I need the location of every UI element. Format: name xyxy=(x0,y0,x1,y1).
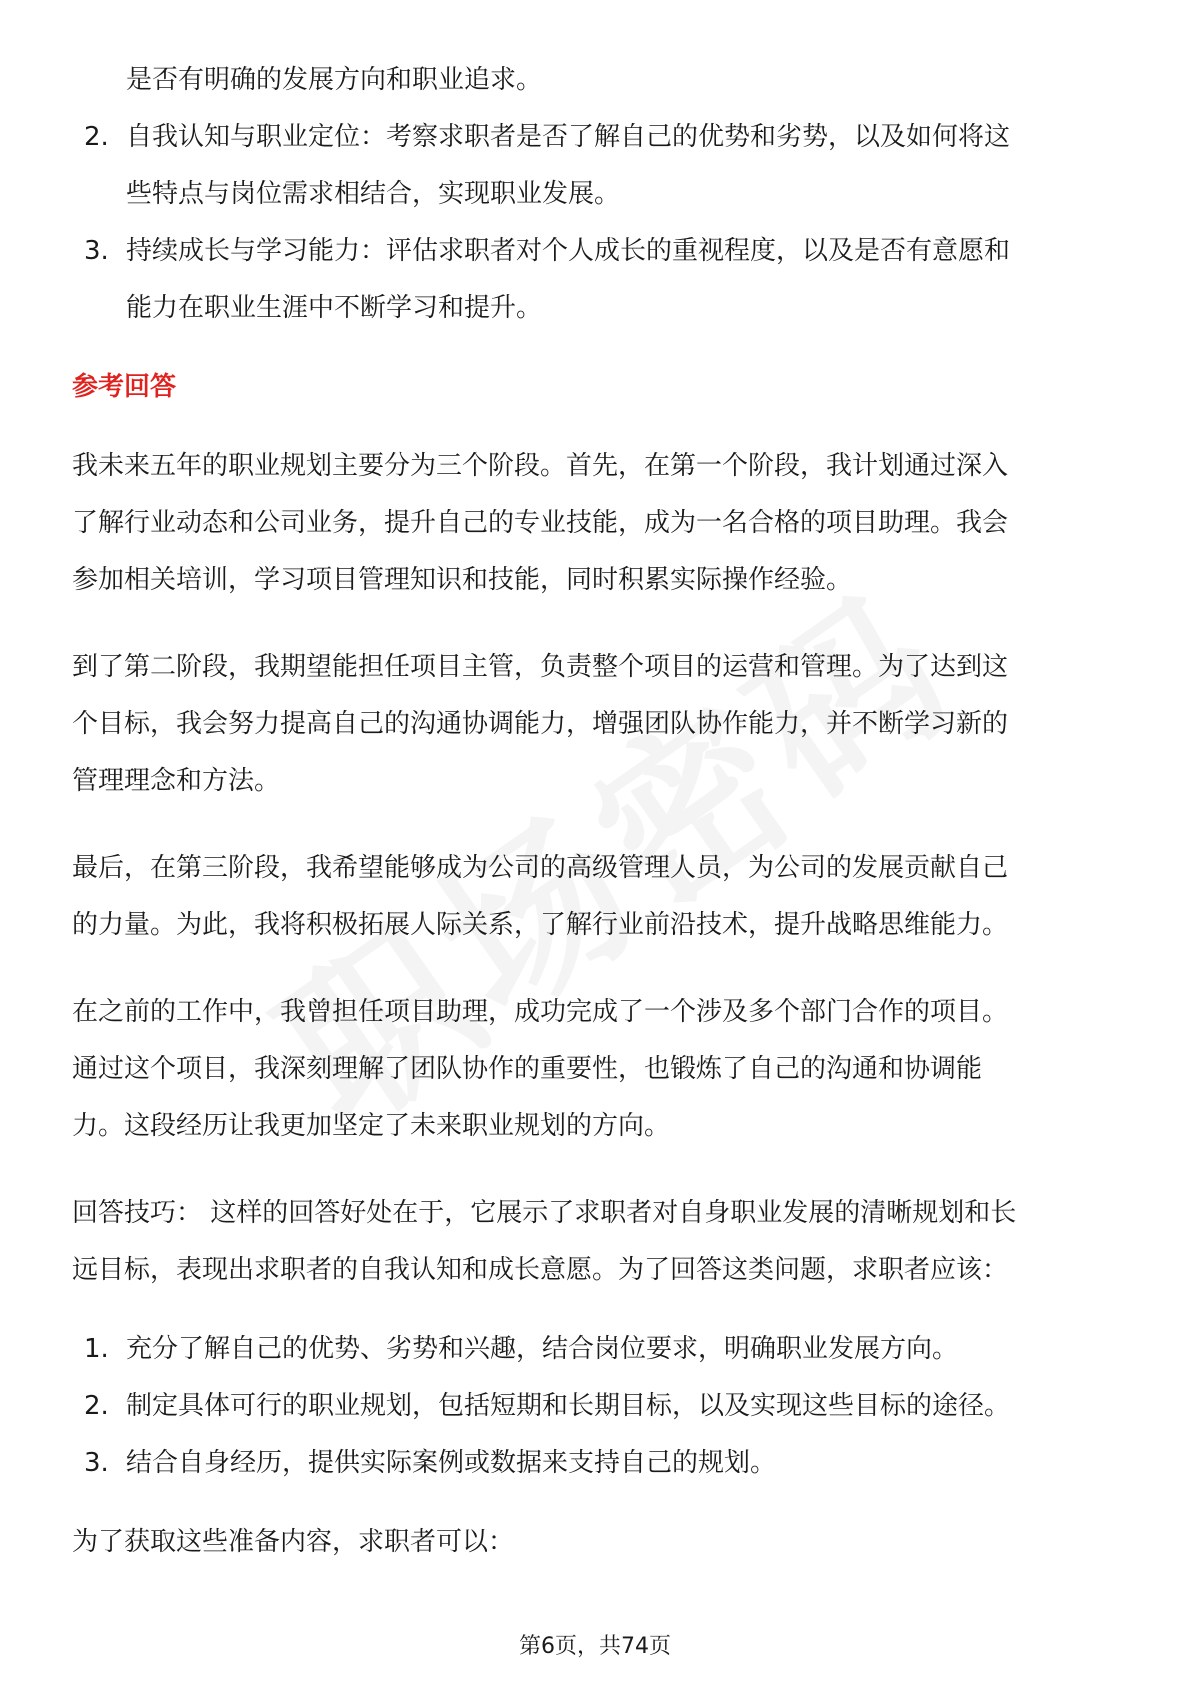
list-number: 3. xyxy=(84,236,109,266)
list-continuation: 是否有明确的发展方向和职业追求。 xyxy=(126,65,543,95)
list-number: 3. xyxy=(84,1448,109,1478)
paragraph-line: 在之前的工作中，我曾担任项目助理，成功完成了一个涉及多个部门合作的项目。 xyxy=(72,997,1009,1027)
list-item-line: 制定具体可行的职业规划，包括短期和长期目标，以及实现这些目标的途径。 xyxy=(126,1391,1011,1421)
evaluation-points-list xyxy=(72,109,1132,337)
tips-list xyxy=(72,1321,1132,1492)
paragraph-line: 回答技巧： 这样的回答好处在于，它展示了求职者对自身职业发展的清晰规划和长 xyxy=(72,1198,1017,1228)
paragraph-line: 力。这段经历让我更加坚定了未来职业规划的方向。 xyxy=(72,1111,671,1141)
paragraph xyxy=(72,639,1132,810)
list-item-line: 些特点与岗位需求相结合，实现职业发展。 xyxy=(126,179,621,209)
paragraph-line: 通过这个项目，我深刻理解了团队协作的重要性，也锻炼了自己的沟通和协调能 xyxy=(72,1054,983,1084)
paragraph xyxy=(72,984,1132,1155)
list-item xyxy=(72,1378,1132,1435)
paragraph-line: 参加相关培训，学习项目管理知识和技能，同时积累实际操作经验。 xyxy=(72,565,853,595)
list-item xyxy=(72,109,1132,223)
paragraph-line: 的力量。为此，我将积极拓展人际关系，了解行业前沿技术，提升战略思维能力。 xyxy=(72,910,1009,940)
paragraph-line: 最后，在第三阶段，我希望能够成为公司的高级管理人员，为公司的发展贡献自己 xyxy=(72,853,1009,883)
paragraph-line: 管理理念和方法。 xyxy=(72,766,281,796)
list-number: 1. xyxy=(84,1334,109,1364)
document-body xyxy=(72,52,1132,1571)
list-item-line: 持续成长与学习能力：评估求职者对个人成长的重视程度，以及是否有意愿和 xyxy=(126,236,1011,266)
list-item xyxy=(72,223,1132,337)
list-number: 2. xyxy=(84,122,109,152)
closing-line: 为了获取这些准备内容，求职者可以： xyxy=(72,1527,515,1557)
paragraph-line: 我未来五年的职业规划主要分为三个阶段。首先，在第一个阶段，我计划通过深入 xyxy=(72,451,1009,481)
list-item-line: 能力在职业生涯中不断学习和提升。 xyxy=(126,293,543,323)
list-number: 2. xyxy=(84,1391,109,1421)
list-item-line: 结合自身经历，提供实际案例或数据来支持自己的规划。 xyxy=(126,1448,777,1478)
list-item xyxy=(72,1435,1132,1492)
list-item xyxy=(72,1321,1132,1378)
paragraph xyxy=(72,840,1132,954)
paragraph xyxy=(72,438,1132,609)
paragraph-answer-tips xyxy=(72,1185,1132,1299)
paragraph-line: 个目标，我会努力提高自己的沟通协调能力，增强团队协作能力，并不断学习新的 xyxy=(72,709,1009,739)
list-item-line: 充分了解自己的优势、劣势和兴趣，结合岗位要求，明确职业发展方向。 xyxy=(126,1334,959,1364)
section-title-reference-answer: 参考回答 xyxy=(72,372,177,402)
paragraph-line: 远目标，表现出求职者的自我认知和成长意愿。为了回答这类问题，求职者应该： xyxy=(72,1255,1009,1285)
paragraph-line: 了解行业动态和公司业务，提升自己的专业技能，成为一名合格的项目助理。我会 xyxy=(72,508,1009,538)
page-number-footer: 第6页，共74页 xyxy=(519,1634,671,1659)
list-item-line: 自我认知与职业定位：考察求职者是否了解自己的优势和劣势，以及如何将这 xyxy=(126,122,1011,152)
paragraph-line: 到了第二阶段，我期望能担任项目主管，负责整个项目的运营和管理。为了达到这 xyxy=(72,652,1009,682)
